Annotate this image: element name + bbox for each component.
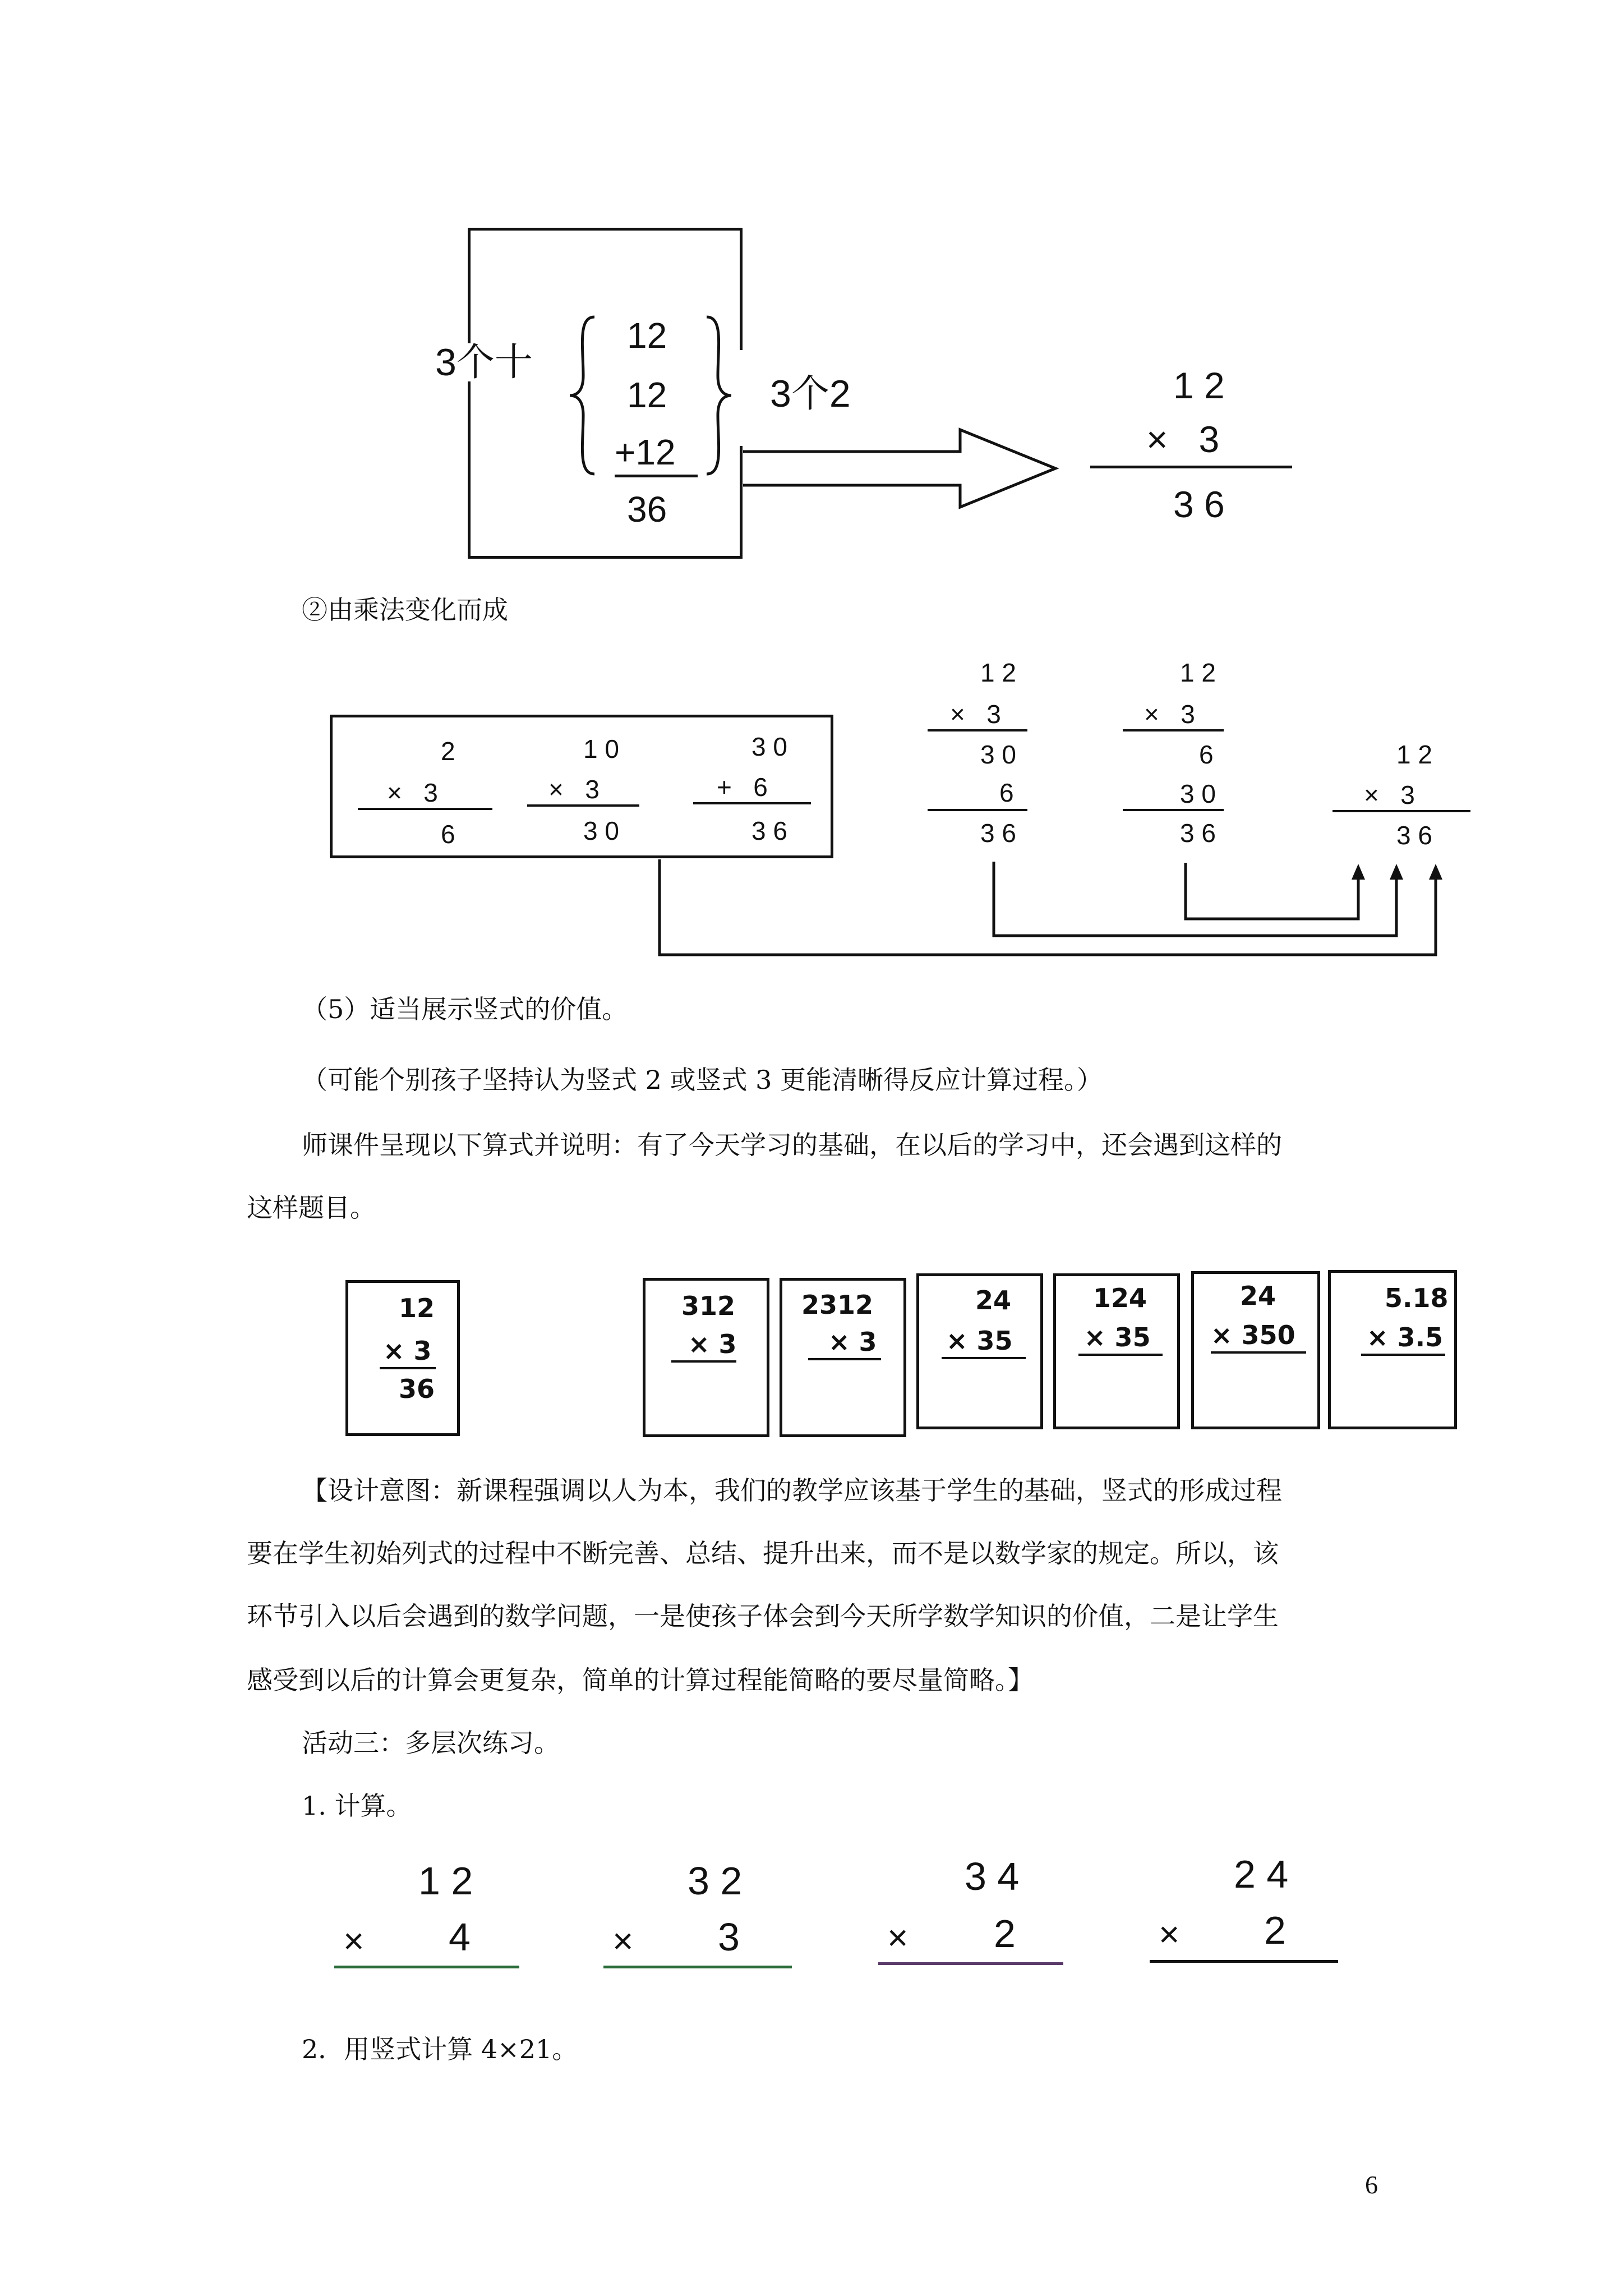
- box-calc-3-op: + 6: [717, 772, 768, 802]
- box-calc-2-rule: [527, 804, 639, 807]
- card-5-rule: [1078, 1354, 1163, 1356]
- calc-b-r1: 6: [1199, 740, 1214, 769]
- vertical-result: 3 6: [1173, 484, 1225, 525]
- exercise-2-mult: 3: [718, 1915, 740, 1959]
- card-6-top: 24: [1240, 1281, 1276, 1311]
- card-1-result: 36: [399, 1374, 435, 1404]
- card-6-op: × 350: [1211, 1320, 1295, 1350]
- calc-a-r2: 6: [999, 778, 1014, 807]
- three-twos-label: 3个2: [770, 372, 851, 415]
- note-paragraph: （可能个别孩子坚持认为竖式 2 或竖式 3 更能清晰得反应计算过程。）: [302, 1065, 1103, 1095]
- box-calc-3-rule: [693, 802, 811, 804]
- card-2-top: 312: [681, 1291, 736, 1321]
- exercise-2-heading: 2．用竖式计算 4×21。: [302, 2034, 578, 2064]
- exercise-4-sign: ×: [1159, 1914, 1180, 1954]
- card-6: [1191, 1271, 1320, 1429]
- exercise-3-rule: [878, 1962, 1063, 1965]
- addend-3: +12: [615, 432, 676, 472]
- calc-b-rule-1: [1123, 729, 1224, 731]
- page-number: 6: [1365, 2170, 1378, 2199]
- box-calc-3-top: 3 0: [751, 732, 787, 761]
- vertical-mult: × 3: [1146, 418, 1220, 460]
- addend-1: 12: [627, 315, 667, 356]
- design-intent-line-4: 感受到以后的计算会更复杂，简单的计算过程能简略的要尽量简略。】: [247, 1665, 1034, 1695]
- teacher-paragraph-line-1: 师课件呈现以下算式并说明：有了今天学习的基础，在以后的学习中，还会遇到这样的: [302, 1130, 1282, 1160]
- three-tens-label: 3个十: [431, 343, 537, 381]
- calc-final-op: × 3: [1364, 780, 1415, 809]
- card-5-top: 124: [1093, 1283, 1147, 1313]
- card-6-rule: [1211, 1351, 1306, 1354]
- sum-rule: [615, 475, 698, 477]
- calc-b-result: 3 6: [1180, 818, 1216, 848]
- caption-multiplication: ②由乘法变化而成: [302, 595, 508, 625]
- card-2-op: × 3: [688, 1329, 737, 1359]
- card-7-op: × 3.5: [1367, 1322, 1444, 1352]
- card-3-top: 2312: [801, 1290, 874, 1320]
- card-7-top: 5.18: [1385, 1283, 1449, 1313]
- calc-a-top: 1 2: [980, 658, 1016, 687]
- exercise-1-mult: 4: [449, 1915, 471, 1959]
- box-calc-2-top: 1 0: [583, 734, 619, 763]
- section-5-heading: （5）适当展示竖式的价值。: [302, 994, 628, 1024]
- right-arrow-icon: [741, 426, 1061, 510]
- design-intent-line-2: 要在学生初始列式的过程中不断完善、总结、提升出来，而不是以数学家的规定。所以，该: [247, 1538, 1279, 1568]
- card-1: [345, 1280, 460, 1436]
- calc-a-op: × 3: [950, 700, 1001, 729]
- connector-arrows: [651, 853, 1469, 965]
- exercise-3-mult: 2: [994, 1912, 1016, 1955]
- card-1-op: × 3: [383, 1336, 432, 1366]
- design-intent-line-3: 环节引入以后会遇到的数学问题，一是使孩子体会到今天所学数学知识的价值，二是让学生: [247, 1601, 1279, 1631]
- box-calc-1-top: 2: [441, 737, 455, 766]
- right-brace-icon: [701, 314, 735, 477]
- calc-a-result: 3 6: [980, 818, 1016, 848]
- calc-b-top: 1 2: [1180, 658, 1216, 687]
- sum-value: 36: [627, 489, 667, 530]
- calc-final-rule: [1332, 810, 1470, 812]
- teacher-paragraph-line-2: 这样题目。: [247, 1193, 376, 1223]
- frame-top-line: [468, 228, 743, 231]
- card-4-op: × 35: [946, 1326, 1013, 1356]
- activity-3-heading: 活动三：多层次练习。: [302, 1728, 560, 1758]
- card-4-top: 24: [975, 1285, 1012, 1315]
- calc-a-r1: 3 0: [980, 740, 1016, 769]
- exercise-4-mult: 2: [1264, 1908, 1286, 1952]
- box-calc-2-result: 3 0: [583, 816, 619, 845]
- exercise-2-rule: [603, 1966, 792, 1968]
- exercise-3-sign: ×: [887, 1917, 909, 1958]
- calc-a-rule-2: [928, 809, 1027, 811]
- vertical-top: 1 2: [1173, 365, 1225, 406]
- card-7: [1328, 1270, 1457, 1429]
- card-5: [1053, 1273, 1180, 1429]
- design-intent-line-1: 【设计意图：新课程强调以人为本，我们的教学应该基于学生的基础，竖式的形成过程: [302, 1475, 1282, 1506]
- box-calc-1-result: 6: [441, 820, 455, 849]
- card-3: [780, 1278, 906, 1437]
- addend-2: 12: [627, 375, 667, 415]
- frame-left-line: [468, 228, 471, 559]
- exercise-4-top: 2 4: [1234, 1852, 1289, 1896]
- card-2: [643, 1278, 769, 1437]
- card-4-rule: [942, 1357, 1026, 1359]
- box-calc-2-op: × 3: [548, 775, 600, 804]
- exercise-2-top: 3 2: [688, 1859, 743, 1903]
- exercise-1-top: 1 2: [418, 1859, 473, 1903]
- frame-bottom-line: [468, 556, 743, 559]
- exercise-1-rule: [334, 1966, 519, 1968]
- card-3-op: × 3: [828, 1327, 877, 1357]
- card-1-rule: [380, 1367, 436, 1369]
- box-calc-3-result: 3 6: [751, 816, 787, 845]
- calc-final-result: 3 6: [1396, 821, 1432, 850]
- calc-final-top: 1 2: [1396, 740, 1432, 769]
- card-5-op: × 35: [1084, 1322, 1151, 1352]
- calc-b-op: × 3: [1144, 700, 1195, 729]
- exercise-1-heading: 1. 计算。: [302, 1791, 412, 1821]
- exercise-3-top: 3 4: [965, 1855, 1020, 1898]
- card-2-rule: [671, 1360, 736, 1363]
- box-calc-1-rule: [358, 808, 492, 810]
- calc-b-rule-2: [1123, 809, 1224, 811]
- vertical-rule: [1090, 466, 1292, 468]
- card-7-rule: [1361, 1354, 1445, 1356]
- card-3-rule: [808, 1358, 881, 1360]
- box-calc-1-op: × 3: [387, 778, 438, 807]
- left-brace-icon: [566, 314, 600, 477]
- card-1-top: 12: [399, 1293, 435, 1323]
- calc-a-rule-1: [928, 729, 1027, 731]
- frame-right-upper-line: [740, 228, 743, 350]
- exercise-4-rule: [1150, 1960, 1338, 1963]
- exercise-1-sign: ×: [343, 1921, 365, 1961]
- card-4: [916, 1273, 1043, 1429]
- exercise-2-sign: ×: [612, 1921, 634, 1961]
- calc-b-r2: 3 0: [1180, 779, 1216, 808]
